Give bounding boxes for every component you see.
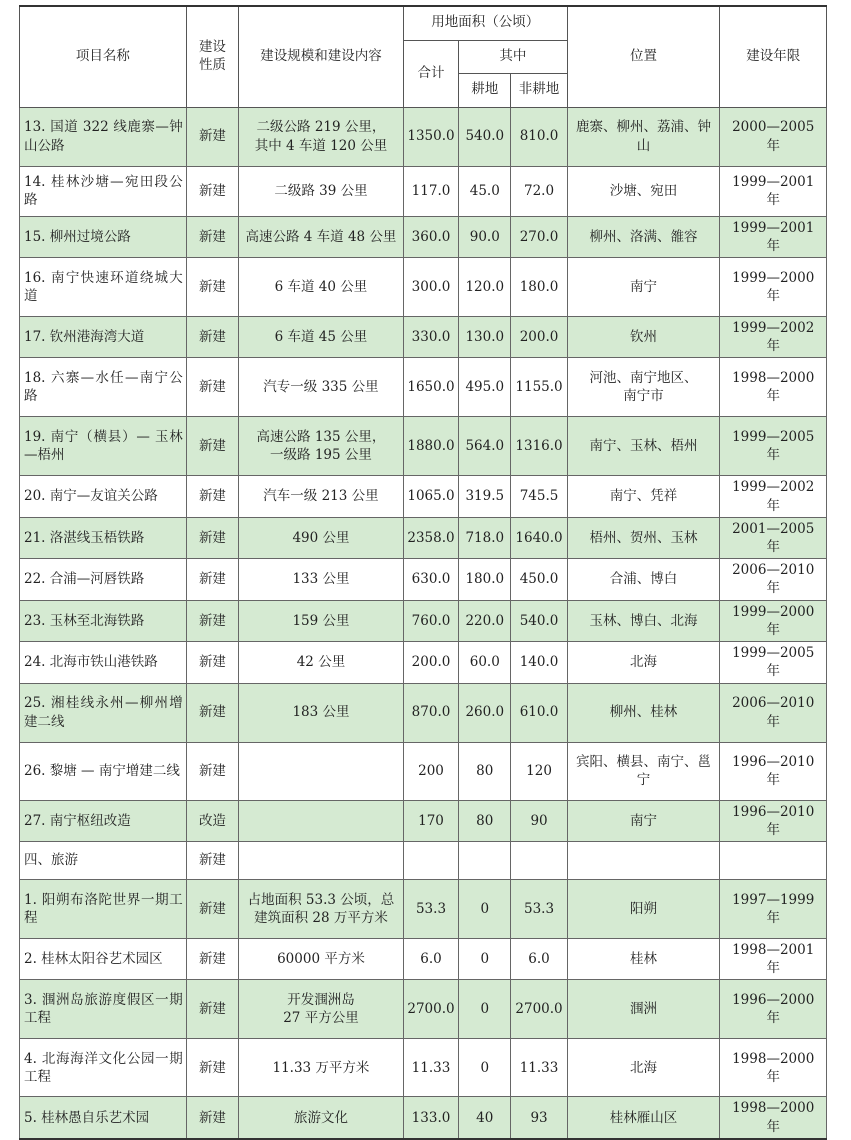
cell-period: 1998—2000 年 — [720, 1097, 827, 1139]
cell-nonfarm: 1155.0 — [511, 358, 567, 417]
cell-nature: 新建 — [186, 683, 238, 742]
cell-location: 柳州、桂林 — [567, 683, 720, 742]
cell-name: 2. 桂林太阳谷艺术园区 — [20, 939, 187, 980]
cell-scale — [239, 800, 404, 841]
cell-scale: 高速公路 4 车道 48 公里 — [239, 216, 404, 257]
cell-nonfarm: 93 — [511, 1097, 567, 1139]
cell-nature: 改造 — [186, 800, 238, 841]
cell-name: 23. 玉林至北海铁路 — [20, 600, 187, 641]
cell-farm: 120.0 — [459, 257, 511, 316]
cell-period: 1999—2005 年 — [720, 642, 827, 683]
cell-nature: 新建 — [186, 880, 238, 939]
cell-name: 25. 湘桂线永州—柳州增建二线 — [20, 683, 187, 742]
table-row — [20, 600, 827, 641]
cell-location: 钦州 — [567, 316, 720, 357]
cell-nature: 新建 — [186, 358, 238, 417]
cell-scale: 汽车一级 213 公里 — [239, 476, 404, 517]
cell-location: 沙塘、宛田 — [567, 166, 720, 216]
cell-nature: 新建 — [186, 980, 238, 1039]
cell-location: 南宁 — [567, 800, 720, 841]
col-header-period: 建设年限 — [720, 6, 827, 107]
cell-location: 河池、南宁地区、 南宁市 — [567, 358, 720, 417]
table-row — [20, 1039, 827, 1097]
cell-farm: 80 — [459, 800, 511, 841]
col-header-area: 用地面积（公顷） — [403, 6, 567, 40]
cell-scale: 159 公里 — [239, 600, 404, 641]
cell-period: 1997—1999 年 — [720, 880, 827, 939]
cell-name: 21. 洛湛线玉梧铁路 — [20, 517, 187, 558]
cell-total: 1880.0 — [403, 417, 458, 476]
cell-location: 桂林雁山区 — [567, 1097, 720, 1139]
cell-farm: 718.0 — [459, 517, 511, 558]
cell-nature: 新建 — [186, 742, 238, 800]
table-row — [20, 642, 827, 683]
cell-nature: 新建 — [186, 166, 238, 216]
cell-nature: 新建 — [186, 476, 238, 517]
cell-nonfarm: 200.0 — [511, 316, 567, 357]
cell-total: 300.0 — [403, 257, 458, 316]
cell-period: 1999—2000 年 — [720, 600, 827, 641]
table-row — [20, 842, 827, 880]
cell-scale: 11.33 万平方米 — [239, 1039, 404, 1097]
cell-name: 14. 桂林沙塘—宛田段公路 — [20, 166, 187, 216]
cell-nature: 新建 — [186, 642, 238, 683]
table-row — [20, 166, 827, 216]
cell-total: 1650.0 — [403, 358, 458, 417]
cell-location: 南宁 — [567, 257, 720, 316]
cell-period: 1999—2005 年 — [720, 417, 827, 476]
cell-total: 330.0 — [403, 316, 458, 357]
cell-scale: 183 公里 — [239, 683, 404, 742]
table-row — [20, 742, 827, 800]
cell-scale: 42 公里 — [239, 642, 404, 683]
cell-period: 1999—2001 年 — [720, 216, 827, 257]
cell-farm: 0 — [459, 880, 511, 939]
cell-farm: 319.5 — [459, 476, 511, 517]
table-row — [20, 316, 827, 357]
cell-period: 2006—2010 年 — [720, 683, 827, 742]
cell-farm: 180.0 — [459, 559, 511, 600]
cell-farm: 564.0 — [459, 417, 511, 476]
cell-period: 1999—2002 年 — [720, 476, 827, 517]
cell-scale: 二级公路 219 公里， 其中 4 车道 120 公里 — [239, 107, 404, 166]
table-row — [20, 107, 827, 166]
cell-period: 2006—2010 年 — [720, 559, 827, 600]
cell-farm: 495.0 — [459, 358, 511, 417]
col-header-scale: 建设规模和建设内容 — [239, 6, 404, 107]
cell-nonfarm: 72.0 — [511, 166, 567, 216]
cell-name: 17. 钦州港海湾大道 — [20, 316, 187, 357]
cell-nonfarm: 140.0 — [511, 642, 567, 683]
cell-farm: 80 — [459, 742, 511, 800]
cell-period: 1996—2010 年 — [720, 742, 827, 800]
cell-nonfarm: 1316.0 — [511, 417, 567, 476]
cell-period — [720, 842, 827, 880]
cell-name: 18. 六寨—水任—南宁公路 — [20, 358, 187, 417]
table-row — [20, 358, 827, 417]
cell-location: 北海 — [567, 642, 720, 683]
cell-nonfarm: 540.0 — [511, 600, 567, 641]
cell-farm: 540.0 — [459, 107, 511, 166]
cell-period: 1996—2010 年 — [720, 800, 827, 841]
cell-nature: 新建 — [186, 559, 238, 600]
cell-period: 1998—2000 年 — [720, 1039, 827, 1097]
cell-scale: 汽专一级 335 公里 — [239, 358, 404, 417]
cell-location — [567, 842, 720, 880]
col-header-nonfarm: 非耕地 — [511, 73, 567, 107]
cell-name: 4. 北海海洋文化公园一期工程 — [20, 1039, 187, 1097]
cell-total: 170 — [403, 800, 458, 841]
cell-nature: 新建 — [186, 517, 238, 558]
cell-location: 南宁、玉林、梧州 — [567, 417, 720, 476]
cell-location: 桂林 — [567, 939, 720, 980]
table-body — [20, 107, 827, 1139]
cell-nature: 新建 — [186, 939, 238, 980]
cell-total — [403, 842, 458, 880]
table-row — [20, 800, 827, 841]
cell-name: 19. 南宁（横县）— 玉林—梧州 — [20, 417, 187, 476]
cell-nature: 新建 — [186, 316, 238, 357]
cell-scale: 开发涠洲岛 27 平方公里 — [239, 980, 404, 1039]
cell-nonfarm: 90 — [511, 800, 567, 841]
cell-name: 20. 南宁—友谊关公路 — [20, 476, 187, 517]
cell-farm: 0 — [459, 939, 511, 980]
table-row — [20, 683, 827, 742]
col-header-farmland: 耕地 — [459, 73, 511, 107]
cell-location: 北海 — [567, 1039, 720, 1097]
cell-nature: 新建 — [186, 107, 238, 166]
cell-nonfarm: 6.0 — [511, 939, 567, 980]
cell-name: 15. 柳州过境公路 — [20, 216, 187, 257]
cell-name: 5. 桂林愚自乐艺术园 — [20, 1097, 187, 1139]
cell-name: 22. 合浦—河唇铁路 — [20, 559, 187, 600]
cell-nonfarm: 610.0 — [511, 683, 567, 742]
cell-location: 阳朔 — [567, 880, 720, 939]
cell-name: 27. 南宁枢纽改造 — [20, 800, 187, 841]
cell-scale: 6 车道 40 公里 — [239, 257, 404, 316]
cell-nature: 新建 — [186, 1097, 238, 1139]
cell-total: 360.0 — [403, 216, 458, 257]
table-row — [20, 1097, 827, 1139]
cell-period: 1999—2001 年 — [720, 166, 827, 216]
cell-nonfarm: 270.0 — [511, 216, 567, 257]
cell-farm: 220.0 — [459, 600, 511, 641]
cell-location: 鹿寨、柳州、荔浦、钟山 — [567, 107, 720, 166]
cell-scale: 60000 平方米 — [239, 939, 404, 980]
table-row — [20, 517, 827, 558]
col-header-total: 合计 — [403, 40, 458, 107]
cell-nature: 新建 — [186, 257, 238, 316]
cell-nonfarm: 11.33 — [511, 1039, 567, 1097]
cell-farm: 45.0 — [459, 166, 511, 216]
cell-nature: 新建 — [186, 417, 238, 476]
cell-nonfarm: 180.0 — [511, 257, 567, 316]
cell-total: 2700.0 — [403, 980, 458, 1039]
cell-period: 1999—2000 年 — [720, 257, 827, 316]
cell-farm: 90.0 — [459, 216, 511, 257]
table-row — [20, 980, 827, 1039]
cell-scale: 高速公路 135 公里， 一级路 195 公里 — [239, 417, 404, 476]
cell-name: 24. 北海市铁山港铁路 — [20, 642, 187, 683]
cell-farm: 0 — [459, 980, 511, 1039]
cell-scale — [239, 742, 404, 800]
cell-name: 13. 国道 322 线鹿寨—钟山公路 — [20, 107, 187, 166]
table-header — [20, 6, 827, 107]
cell-nonfarm: 745.5 — [511, 476, 567, 517]
cell-scale: 二级路 39 公里 — [239, 166, 404, 216]
col-header-name: 项目名称 — [20, 6, 187, 107]
cell-nature: 新建 — [186, 1039, 238, 1097]
cell-total: 870.0 — [403, 683, 458, 742]
land-use-table — [19, 5, 827, 1140]
cell-name: 16. 南宁快速环道绕城大道 — [20, 257, 187, 316]
cell-total: 1065.0 — [403, 476, 458, 517]
cell-nonfarm: 810.0 — [511, 107, 567, 166]
cell-name: 四、旅游 — [20, 842, 187, 880]
cell-total: 1350.0 — [403, 107, 458, 166]
cell-location: 宾阳、横县、南宁、邕宁 — [567, 742, 720, 800]
cell-nature: 新建 — [186, 842, 238, 880]
cell-nonfarm: 53.3 — [511, 880, 567, 939]
cell-nature: 新建 — [186, 216, 238, 257]
table-row — [20, 939, 827, 980]
cell-farm — [459, 842, 511, 880]
table-row — [20, 559, 827, 600]
cell-scale: 6 车道 45 公里 — [239, 316, 404, 357]
col-header-nature: 建设 性质 — [186, 6, 238, 107]
cell-period: 2001—2005 年 — [720, 517, 827, 558]
cell-name: 3. 涠洲岛旅游度假区一期工程 — [20, 980, 187, 1039]
cell-total: 760.0 — [403, 600, 458, 641]
cell-total: 117.0 — [403, 166, 458, 216]
cell-scale: 旅游文化 — [239, 1097, 404, 1139]
cell-total: 200.0 — [403, 642, 458, 683]
cell-location: 梧州、贺州、玉林 — [567, 517, 720, 558]
col-header-location: 位置 — [567, 6, 720, 107]
cell-location: 玉林、博白、北海 — [567, 600, 720, 641]
cell-name: 1. 阳朔布洛陀世界一期工程 — [20, 880, 187, 939]
cell-farm: 0 — [459, 1039, 511, 1097]
cell-nature: 新建 — [186, 600, 238, 641]
cell-total: 200 — [403, 742, 458, 800]
cell-scale: 490 公里 — [239, 517, 404, 558]
cell-name: 26. 黎塘 — 南宁增建二线 — [20, 742, 187, 800]
cell-location: 柳州、洛满、雒容 — [567, 216, 720, 257]
cell-nonfarm: 120 — [511, 742, 567, 800]
cell-period: 2000—2005 年 — [720, 107, 827, 166]
cell-total: 6.0 — [403, 939, 458, 980]
table-row — [20, 880, 827, 939]
cell-nonfarm — [511, 842, 567, 880]
cell-farm: 130.0 — [459, 316, 511, 357]
cell-nonfarm: 450.0 — [511, 559, 567, 600]
table-row — [20, 257, 827, 316]
col-header-of-which: 其中 — [459, 40, 568, 73]
cell-scale: 占地面积 53.3 公顷，总 建筑面积 28 万平方米 — [239, 880, 404, 939]
table-row — [20, 417, 827, 476]
cell-total: 11.33 — [403, 1039, 458, 1097]
table-row — [20, 216, 827, 257]
cell-total: 630.0 — [403, 559, 458, 600]
cell-farm: 60.0 — [459, 642, 511, 683]
cell-total: 53.3 — [403, 880, 458, 939]
cell-total: 133.0 — [403, 1097, 458, 1139]
cell-farm: 260.0 — [459, 683, 511, 742]
cell-period: 1998—2000 年 — [720, 358, 827, 417]
cell-period: 1998—2001 年 — [720, 939, 827, 980]
cell-location: 南宁、凭祥 — [567, 476, 720, 517]
cell-nonfarm: 1640.0 — [511, 517, 567, 558]
table-row — [20, 476, 827, 517]
cell-location: 合浦、博白 — [567, 559, 720, 600]
cell-scale — [239, 842, 404, 880]
cell-total: 2358.0 — [403, 517, 458, 558]
cell-period: 1996—2000 年 — [720, 980, 827, 1039]
cell-farm: 40 — [459, 1097, 511, 1139]
cell-period: 1999—2002 年 — [720, 316, 827, 357]
cell-location: 涠洲 — [567, 980, 720, 1039]
cell-nonfarm: 2700.0 — [511, 980, 567, 1039]
cell-scale: 133 公里 — [239, 559, 404, 600]
